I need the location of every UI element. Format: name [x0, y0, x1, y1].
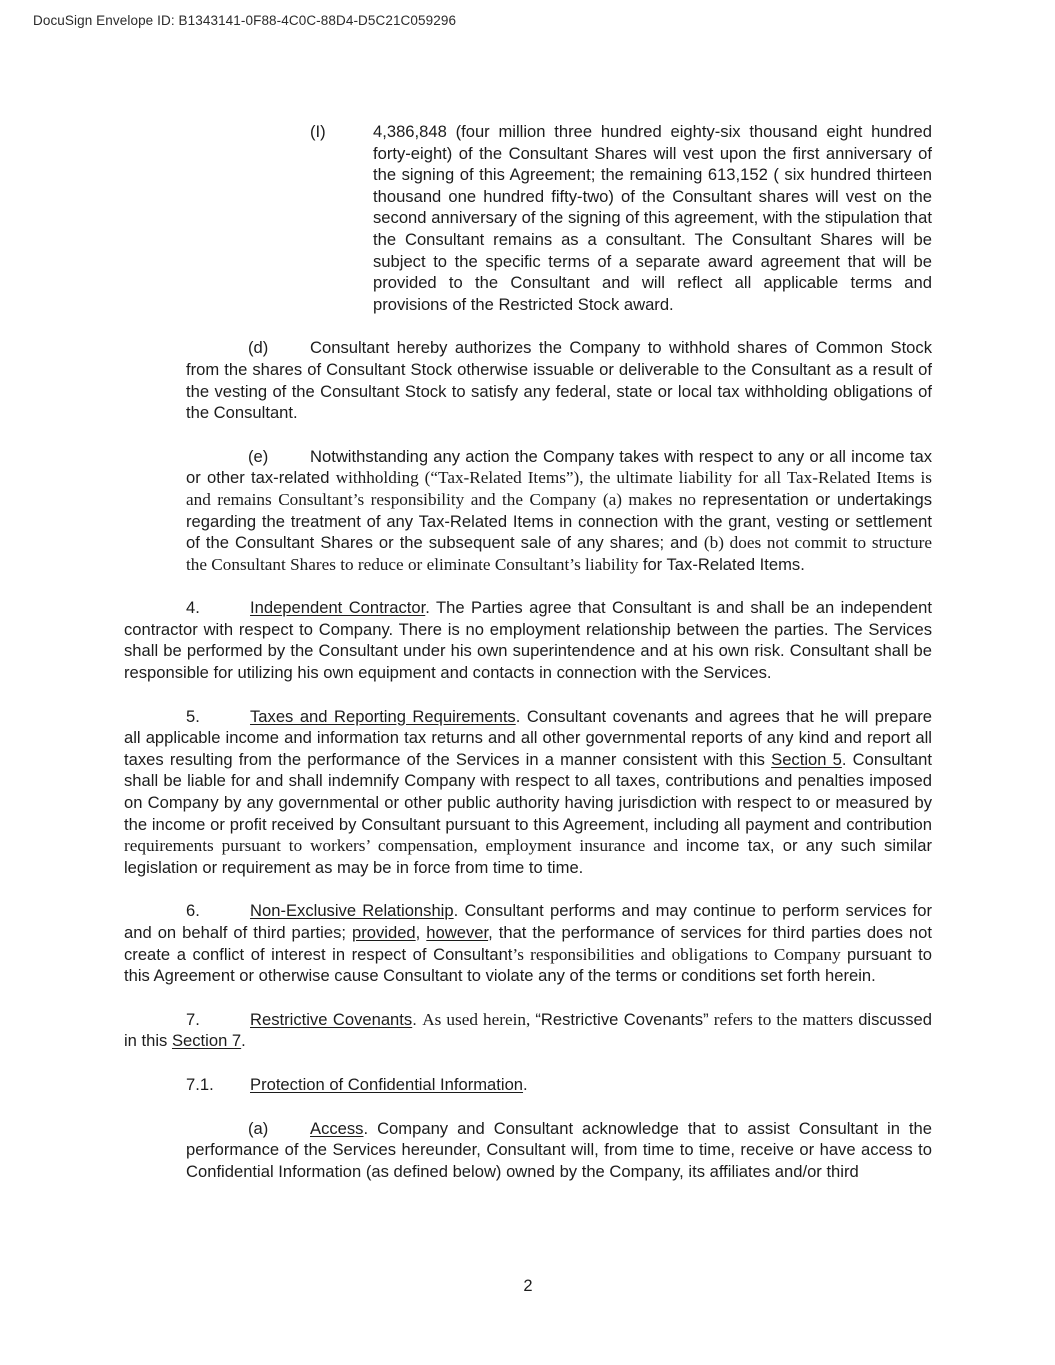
paragraph-label: 4.: [186, 598, 200, 618]
text-run: .: [412, 1009, 423, 1029]
section-7-restrictive-covenants: [124, 1009, 932, 1052]
text-run: Independent Contractor: [250, 598, 426, 618]
text-run: refers to the matters: [708, 1009, 859, 1029]
text-run: income tax, or any such similar legislation or requirement as may be in force from time to time.: [124, 836, 932, 877]
text-run: Protection of Confidential Information: [250, 1074, 524, 1094]
text-run: Access: [310, 1118, 364, 1138]
text-run: provided: [352, 923, 416, 942]
text-run: Notwithstanding any action the Company takes with respect to any or all income tax or other tax-related: [186, 446, 932, 488]
text-run: As used herein,: [422, 1009, 536, 1029]
clause-e-tax-related-items: [186, 446, 932, 576]
text-run: discussed in this: [124, 1009, 932, 1051]
text-run: ,: [415, 923, 427, 942]
text-run: . Consultant covenants and agrees that he will prepare all applicable income and information tax returns and all other governmental reports of any kind and report all taxes resulting from the performance of the Services in a manner consistent with this: [124, 706, 932, 769]
paragraph-label: 7.: [186, 1009, 200, 1029]
text-run: . Consultant performs and may continue to perform services for and on behalf of third parties;: [124, 901, 932, 942]
text-run: Non-Exclusive Relationship: [250, 901, 454, 921]
text-run: Consultant hereby authorizes the Company to withhold shares of Common Stock from the shares of Consultant Stock otherwise issuable or deliverable to the Consultant as a result of the vesting of the Consultant Stock to satisfy any federal, state or local tax withholding obligations of the Consultant.: [186, 338, 932, 423]
text-run: , that the performance of services for third parties does not create a conflict of interest in respect of Consultant: [124, 923, 932, 964]
paragraph-label: (e): [248, 446, 269, 466]
text-run: Section 5: [771, 749, 842, 769]
clause-roman-I: [310, 121, 932, 315]
text-run: . Consultant shall be liable for and shall indemnify Company with respect to all taxes, contributions and penalties imposed on Company by any governmental or other public authority having jurisdiction with respect to or measured by the income or profit received by Consultant pursuant to this Agreement, including all payment and contribution: [124, 749, 932, 834]
section-7-1-protection-of-confidential-information: [124, 1074, 932, 1096]
text-run: Taxes and Reporting Requirements: [250, 706, 516, 726]
text-run: requirements pursuant to workers’ compensation, employment insurance and: [124, 836, 686, 856]
text-run: pursuant to this Agreement or otherwise cause Consultant to violate any of the terms or conditions set forth herein.: [124, 944, 932, 986]
text-run: .: [241, 1031, 246, 1051]
text-run: “Restrictive Covenants”: [535, 1009, 709, 1029]
text-run: Section 7: [171, 1031, 242, 1051]
paragraph-label: 5.: [186, 706, 200, 726]
paragraph-label: (I): [310, 122, 326, 141]
text-run: Restrictive Covenants: [250, 1009, 413, 1029]
text-run: for Tax-Related Items.: [642, 554, 805, 574]
text-run: . Company and Consultant acknowledge that to assist Consultant in the performance of the Services hereunder, Consultant will, from time to time, receive or have access to Confidential Information (as defined below) owned by the Company, its affiliates and/or third: [186, 1118, 932, 1181]
text-run: .: [523, 1074, 528, 1094]
paragraph-label: (a): [248, 1118, 269, 1138]
text-run: 4,386,848 (four million three hundred eighty-six thousand eight hundred forty-eight) of the Consultant Shares will vest upon the first anniversary of the signing of this Agreement; the remaining 613,152 ( six hundred thirteen thousand one hundred fifty-two) of the Consultant shares will vest on the second anniversary of the signing of this agreement, with the stipulation that the Consultant remains as a consultant. The Consultant Shares will be subject to the specific terms of a separate award agreement that will be provided to the Consultant and will reflect all applicable terms and provisions of the Restricted Stock award.: [373, 122, 932, 314]
section-6-non-exclusive-relationship: [124, 900, 932, 986]
page-number: 2: [523, 1277, 533, 1295]
paragraph-label: 6.: [186, 901, 200, 921]
clause-a-access: [186, 1118, 932, 1183]
text-run: ’s responsibilities and obligations to Company: [512, 944, 847, 964]
text-run: representation or undertakings regarding the treatment of any Tax-Related Items in connection with the grant, vesting or settlement of the Consultant Shares or the subsequent sale of any shares; and: [186, 489, 932, 553]
section-5-taxes-and-reporting: [124, 706, 932, 879]
text-run: however: [426, 923, 489, 942]
text-run: . The Parties agree that Consultant is and shall be an independent contractor with respect to Company. There is no employment relationship between the parties. The Services shall be performed by the Consultant under his own superintendence and at his own risk. Consultant shall be responsible for utilizing his own equipment and contacts in connection with the Services.: [124, 598, 932, 683]
text-run: withholding (“Tax-Related Items”), the ultimate liability for all Tax-Related Items is and remains Consultant’s responsibility and the Company (a) makes no: [186, 468, 932, 509]
docusign-envelope-id: DocuSign Envelope ID: B1343141-0F88-4C0C-88D4-D5C21C059296: [33, 13, 457, 28]
clause-d-withholding: [186, 337, 932, 423]
document-body: [124, 121, 932, 1204]
paragraph-label: (d): [248, 338, 269, 358]
text-run: (b) does not commit to structure the Consultant Shares to reduce or eliminate Consultant’s liability: [186, 533, 932, 574]
section-4-independent-contractor: [124, 597, 932, 683]
paragraph-label: 7.1.: [186, 1074, 214, 1094]
